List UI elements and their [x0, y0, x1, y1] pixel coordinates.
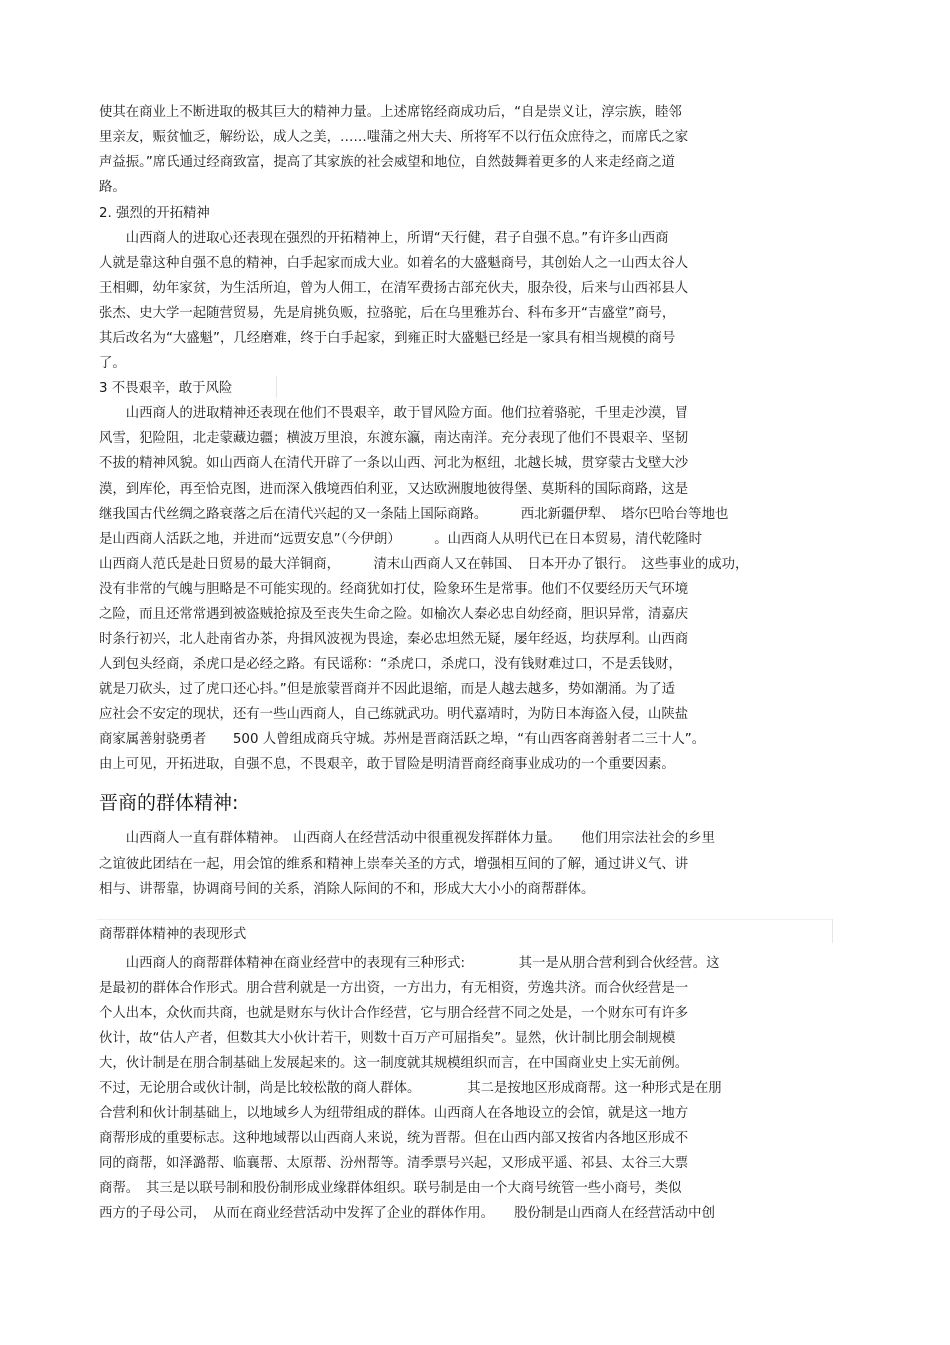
- text-line: 山西商人范氏是赴日贸易的最大洋铜商， 清末山西商人又在韩国、 日本开办了银行。 这些事业的成功，: [99, 557, 749, 572]
- text-line: 风雪，犯险阻，北走蒙藏边疆；横波万里浪，东渡东瀛，南达南洋。充分表现了他们不畏艰辛、坚韧: [99, 431, 689, 446]
- section-heading: 3 不畏艰辛，敢于风险: [99, 381, 233, 396]
- text-line: 时条行初兴，北人赴南省办茶，舟揖风波视为畏途，秦必忠坦然无疑，屡年经返，均获厚利。山西商: [99, 632, 689, 647]
- text-line: 商家属善射骁勇者 500 人曾组成商兵守城。苏州是晋商活跃之埠，“有山西客商善射者二三十人”。: [99, 732, 706, 747]
- text-line: 是山西商人活跃之地，并进而“远贾安息”（今伊朗） 。山西商人从明代已在日本贸易，清代乾隆时: [99, 532, 703, 547]
- text-line: 相与、讲帮靠，协调商号间的关系，消除人际间的不和，形成大大小小的商帮群体。: [99, 882, 595, 897]
- text-line: 不过，无论朋合或伙计制，尚是比较松散的商人群体。 其二是按地区形成商帮。这一种形式是在朋: [99, 1081, 722, 1096]
- text-line: 山西商人的商帮群体精神在商业经营中的表现有三种形式: 其一是从朋合营利到合伙经营。这: [99, 956, 720, 971]
- divider: [276, 376, 277, 398]
- text-line: 漠，到库伦，再至恰克图，进而深入俄境西伯利亚，又达欧洲腹地彼得堡、莫斯科的国际商路，这是: [99, 482, 689, 497]
- text-line: 人到包头经商，杀虎口是必经之路。有民谣称：“杀虎口，杀虎口，没有钱财难过口，不是丢钱财，: [99, 657, 682, 672]
- subsection-heading: 商帮群体精神的表现形式: [99, 927, 247, 942]
- divider: [97, 919, 832, 920]
- section-heading: 2. 强烈的开拓精神: [99, 206, 210, 221]
- text-line: 伙计，故“估人产者，但数其大小伙计若干，则数十百万产可屈指矣”。显然，伙计制比朋会制规模: [99, 1031, 676, 1046]
- text-line: 合营利和伙计制基础上，以地域乡人为纽带组成的群体。山西商人在各地设立的会馆，就是这一地方: [99, 1106, 689, 1121]
- text-line: 继我国古代丝绸之路衰落之后在清代兴起的又一条陆上国际商路。 西北新疆伊犁、 塔尔巴哈台等地也: [99, 507, 729, 522]
- text-line: 没有非常的气魄与胆略是不可能实现的。经商犹如打仗，险象环生是常事。他们不仅要经历天气环境: [99, 582, 689, 597]
- text-line: 其后改名为“大盛魁”，几经磨难，终于白手起家，到雍正时大盛魁已经是一家具有相当规模的商号: [99, 331, 676, 346]
- text-line: 张杰、史大学一起随营贸易，先是肩挑负贩，拉骆驼，后在乌里雅苏台、科布多开“吉盛堂”商号，: [99, 306, 676, 321]
- text-line: 个人出本，众伙而共商，也就是财东与伙计合作经营，它与朋合经营不同之处是，一个财东可有许多: [99, 1006, 689, 1021]
- text-line: 声益振。”席氏通过经商致富，提高了其家族的社会威望和地位，自然鼓舞着更多的人来走经商之道: [99, 155, 676, 170]
- text-line: 商帮。 其三是以联号制和股份制形成业缘群体组织。联号制是由一个大商号统管一些小商号，类似: [99, 1181, 682, 1196]
- text-line: 应社会不安定的现状，还有一些山西商人，自己练就武功。明代嘉靖时，为防日本海盗入侵，山陕盐: [99, 707, 689, 722]
- text-line: 王相卿，幼年家贫，为生活所迫，曾为人佣工，在清军费扬古部充伙夫，服杂役，后来与山西祁县人: [99, 281, 689, 296]
- text-line: 人就是靠这种自强不息的精神，白手起家而成大业。如着名的大盛魁商号，其创始人之一山西太谷人: [99, 256, 689, 271]
- text-line: 了。: [99, 356, 126, 371]
- text-line: 不拔的精神风貌。如山西商人在清代开辟了一条以山西、河北为枢纽，北越长城，贯穿蒙古戈壁大沙: [99, 456, 689, 471]
- text-line: 之险，而且还常常遇到被盗贼抢掠及至丧失生命之险。如榆次人秦必忠自幼经商，胆识异常，清嘉庆: [99, 607, 689, 622]
- text-line: 大，伙计制是在朋合制基础上发展起来的。这一制度就其规模组织而言，在中国商业史上实无前例。: [99, 1056, 689, 1071]
- text-line: 西方的子母公司， 从而在商业经营活动中发挥了企业的群体作用。 股份制是山西商人在经营活动中创: [99, 1206, 715, 1221]
- text-line: 由上可见，开拓进取，自强不息，不畏艰辛，敢于冒险是明清晋商经商事业成功的一个重要因素。: [99, 757, 675, 772]
- text-line: 使其在商业上不断进取的极其巨大的精神力量。上述席铭经商成功后，“自是崇义让，淳宗族，睦邻: [99, 105, 682, 120]
- text-line: 就是刀砍头，过了虎口还心抖。”但是旅蒙晋商并不因此退缩，而是人越去越多，势如潮涌。为了适: [99, 682, 676, 697]
- text-line: 山西商人的进取心还表现在强烈的开拓精神上，所谓“天行健，君子自强不息。”有许多山西商: [99, 231, 669, 246]
- text-line: 里亲友，赈贫恤乏，解纷讼，成人之美，……嗤蒲之州大夫、所将军不以行伍众庶待之，而席氏之家: [99, 130, 689, 145]
- text-line: 之谊彼此团结在一起，用会馆的维系和精神上崇奉关圣的方式，增强相互间的了解，通过讲义气、讲: [99, 857, 689, 872]
- text-line: 商帮形成的重要标志。这种地域帮以山西商人来说，统为晋帮。但在山西内部又按省内各地区形成不: [99, 1131, 689, 1146]
- text-line: 是最初的群体合作形式。朋合营利就是一方出资，一方出力，有无相资，劳逸共济。而合伙经营是一: [99, 981, 689, 996]
- text-line: 同的商帮，如泽潞帮、临襄帮、太原帮、汾州帮等。清季票号兴起，又形成平遥、祁县、太谷三大票: [99, 1156, 689, 1171]
- section-title: 晋商的群体精神:: [99, 792, 239, 814]
- text-line: 山西商人一直有群体精神。 山西商人在经营活动中很重视发挥群体力量。 他们用宗法社会的乡里: [99, 831, 715, 846]
- text-line: 山西商人的进取精神还表现在他们不畏艰辛，敢于冒风险方面。他们拉着骆驼，千里走沙漠，冒: [99, 406, 689, 421]
- divider: [832, 919, 833, 943]
- text-line: 路。: [99, 180, 126, 195]
